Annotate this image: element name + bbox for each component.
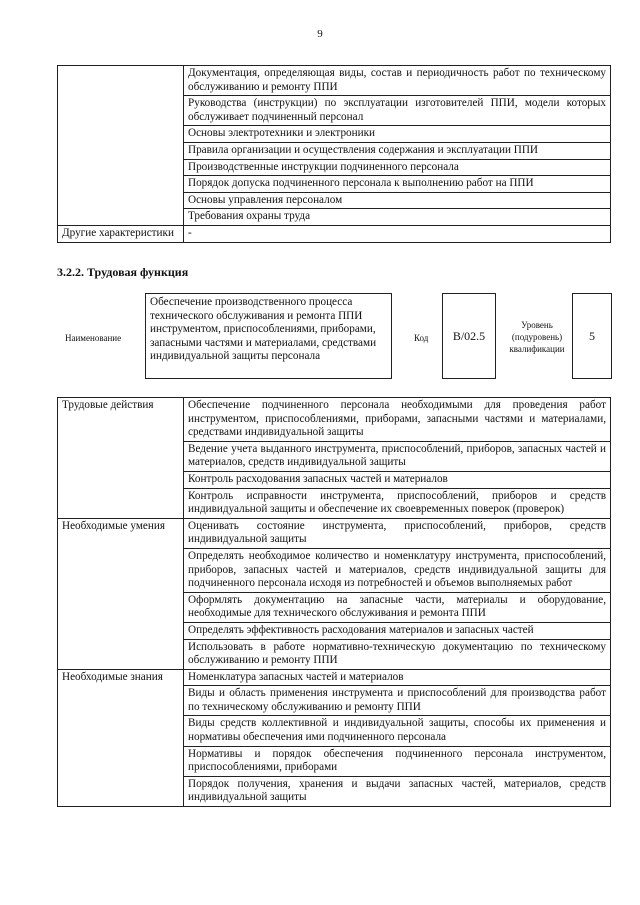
row-label: Необходимые умения: [58, 518, 184, 669]
row-value: Документация, определяющая виды, состав и периодичность работ по техническому обслуживанию и ремонту ППИ: [184, 66, 611, 96]
row-value: Использовать в работе нормативно-техническую документацию по техническому обслуживанию и ремонту ППИ: [184, 639, 611, 669]
row-value: Виды и область применения инструмента и приспособлений для производства работ по техническому обслуживанию и ремонту ППИ: [184, 686, 611, 716]
row-value: Руководства (инструкции) по эксплуатации изготовителей ППИ, модели которых обслуживает подчиненный персонал: [184, 96, 611, 126]
knowledge-table-continued: [57, 65, 611, 243]
row-label: Трудовые действия: [58, 398, 184, 519]
row-value: Ведение учета выданного инструмента, приспособлений, приборов, запасных частей и материалов, средств индивидуальной защиты: [184, 441, 611, 471]
row-value: Оформлять документацию на запасные части, материалы и оборудование, необходимые для технического обслуживания и ремонта ППИ: [184, 592, 611, 622]
level-label: Уровень (подуровень) квалификации: [509, 320, 565, 354]
row-value: Порядок допуска подчиненного персонала к выполнению работ на ППИ: [184, 176, 611, 193]
row-value: Номенклатура запасных частей и материалов: [184, 669, 611, 686]
row-value: Определять необходимое количество и номенклатуру инструмента, приспособлений, приборов, запасных частей и материалов, средств индивидуальной защиты для подчиненного персонала исходя из потребностей и объемов выполняемых работ: [184, 548, 611, 592]
row-value: Контроль исправности инструмента, приспособлений, приборов и средств индивидуальной защиты и обеспечение их своевременных поверок (проверок): [184, 488, 611, 518]
table-row: [58, 225, 611, 242]
row-value: Основы управления персоналом: [184, 192, 611, 209]
section-title: 3.2.2. Трудовая функция: [57, 265, 189, 279]
table-row: [58, 66, 611, 96]
row-value: Контроль расходования запасных частей и материалов: [184, 471, 611, 488]
row-label: [58, 66, 184, 226]
labor-function-table: [57, 397, 611, 807]
row-label: Необходимые знания: [58, 669, 184, 806]
row-value: Производственные инструкции подчиненного персонала: [184, 159, 611, 176]
labor-function-header: [57, 293, 617, 383]
table-row: [58, 669, 611, 686]
row-value: Правила организации и осуществления содержания и эксплуатации ППИ: [184, 142, 611, 159]
function-code: B/02.5: [442, 293, 496, 379]
row-value: Обеспечение подчиненного персонала необходимыми для проведения работ инструментом, приспособлениями, приборами, запасными частями и материалами, средствами индивидуальной защиты: [184, 398, 611, 442]
function-name: Обеспечение производственного процесса технического обслуживания и ремонта ППИ инструментом, приспособлениями, приборами, запасными частями и материалами, средствами индивидуальной защиты персонала: [145, 293, 392, 379]
row-value: Виды средств коллективной и индивидуальной защиты, способы их применения и нормативы обеспечения ими подчиненного персонала: [184, 716, 611, 746]
row-value: Основы электротехники и электроники: [184, 126, 611, 143]
row-value: -: [184, 225, 611, 242]
table-row: [58, 398, 611, 442]
row-value: Порядок получения, хранения и выдачи запасных частей, материалов, средств индивидуальной защиты: [184, 776, 611, 806]
row-value: Требования охраны труда: [184, 209, 611, 226]
table-row: [58, 518, 611, 548]
row-label: Другие характеристики: [58, 225, 184, 242]
row-value: Определять эффективность расходования материалов и запасных частей: [184, 622, 611, 639]
row-value: Оценивать состояние инструмента, приспособлений, приборов, средств индивидуальной защиты: [184, 518, 611, 548]
name-label: Наименование: [65, 333, 122, 343]
code-label: Код: [414, 333, 429, 343]
qualification-level: 5: [572, 293, 612, 379]
row-value: Нормативы и порядок обеспечения подчиненного персонала инструментом, приспособлениями, приборами: [184, 746, 611, 776]
page-number: 9: [317, 28, 323, 40]
